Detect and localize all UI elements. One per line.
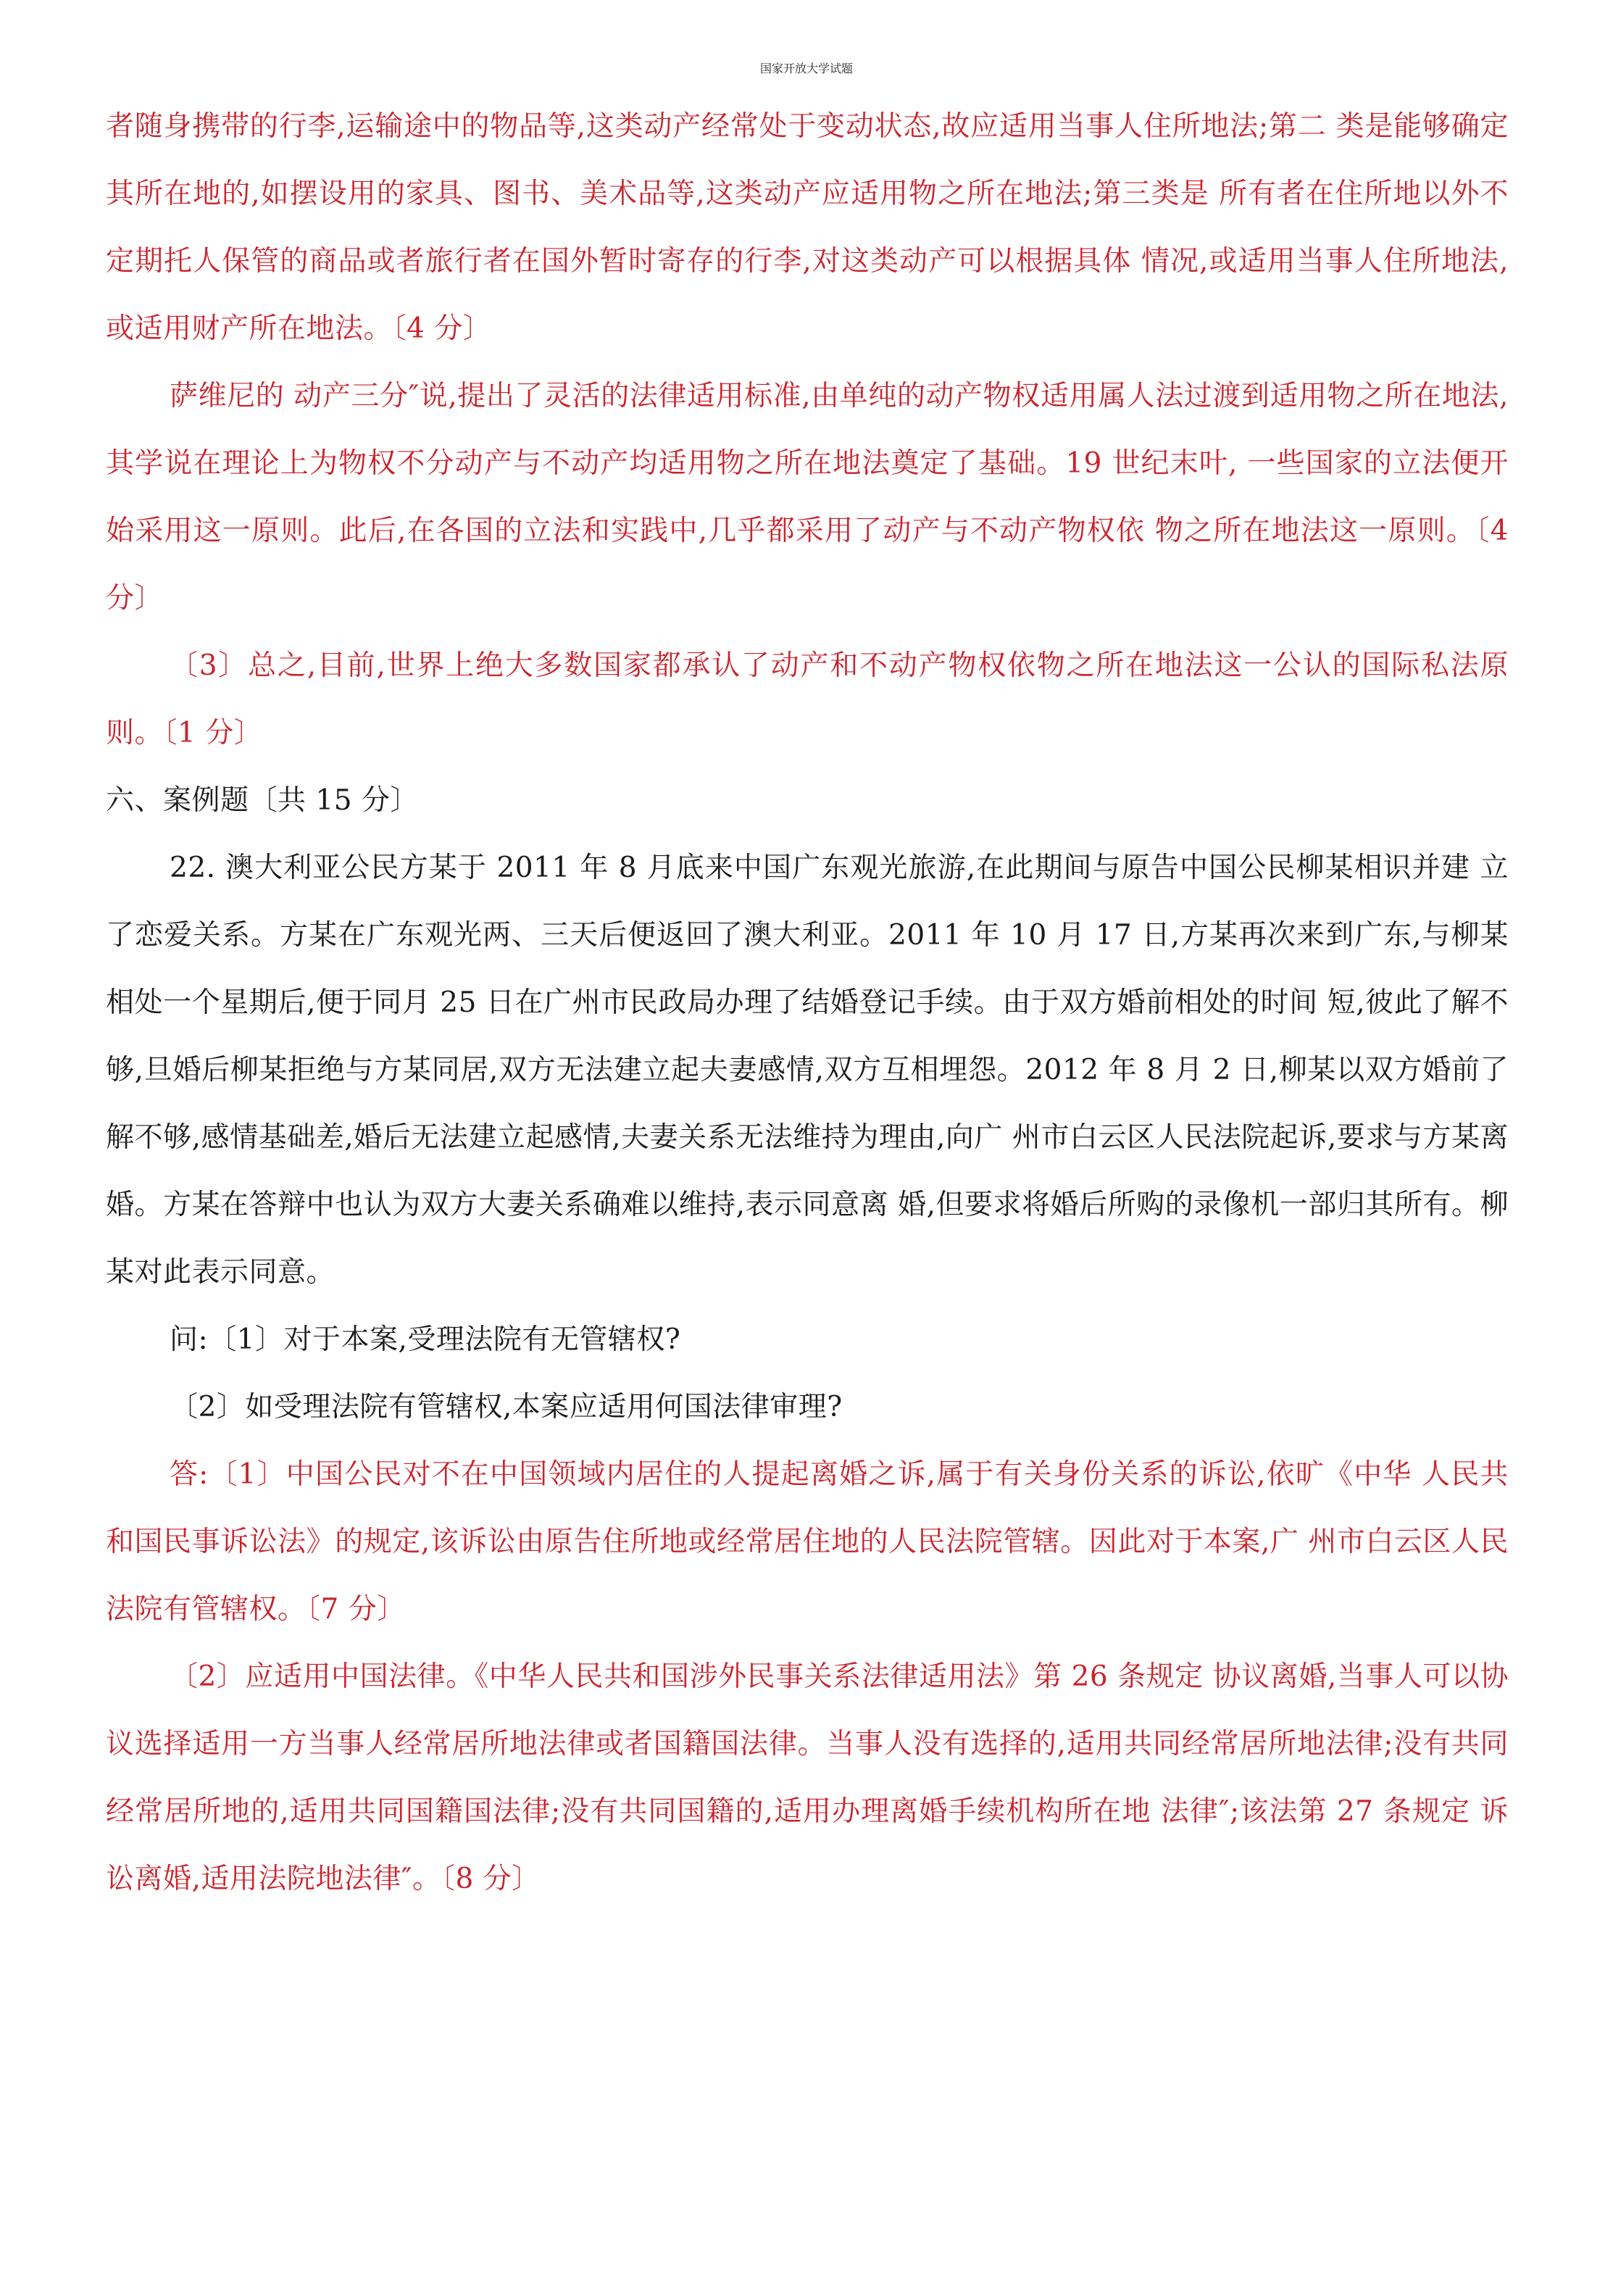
answer-paragraph-movables-classification: 者随身携带的行李,运输途中的物品等,这类动产经常处于变动状态,故应适用当事人住所地法;第二 类是能够确定其所在地的,如摆设用的家具、图书、美术品等,这类动产应适用物之所在地法;第三类是 所有者在住所地以外不定期托人保管的商品或者旅行者在国外暂时寄存的行李,对这类动产可以根据具体 情况,或适用当事人住所地法,或适用财产所在地法。〔4 分〕: [106, 110, 1509, 345]
answer-item-2: 〔2〕应适用中国法律。《中华人民共和国涉外民事关系法律适用法》第 26 条规定 协议离婚,当事人可以协议选择适用一方当事人经常居所地法律或者国籍国法律。当事人没有选择的,适用共同经常居所地法律;没有共同经常居所地的,适用共同国籍国法律;没有共同国籍的,适用办理离婚手续机构所在地 法律″;该法第 27 条规定 诉讼离婚,适用法院地法律″。〔8 分〕: [106, 1660, 1509, 1895]
question-item-1: 问:〔1〕对于本案,受理法院有无管辖权?: [170, 1323, 681, 1356]
question-item-2: 〔2〕如受理法院有管辖权,本案应适用何国法律审理?: [170, 1391, 843, 1423]
case-question-22: 22. 澳大利亚公民方某于 2011 年 8 月底来中国广东观光旅游,在此期间与原告中国公民柳某相识并建 立了恋爱关系。方某在广东观光两、三天后便返回了澳大利亚。2011 年 10 月 17 日,方某再次来到广东,与柳某相处一个星期后,便于同月 25 日在广州市民政局办理了结婚登记手续。由于双方婚前相处的时间 短,彼此了解不够,旦婚后柳某拒绝与方某同居,双方无法建立起夫妻感情,双方互相埋怨。2012 年 8 月 2 日,柳某以双方婚前了解不够,感情基础差,婚后无法建立起感情,夫妻关系无法维持为理由,向广 州市白云区人民法院起诉,要求与方某离婚。方某在答辩中也认为双方大妻关系确难以维持,表示同意离 婚,但要求将婚后所购的录像机一部归其所有。柳某对此表示同意。: [106, 852, 1509, 1289]
answer-paragraph-savigny: 萨维尼的 动产三分″说,提出了灵活的法律适用标准,由单纯的动产物权适用属人法过渡到适用物之所在地法,其学说在理论上为物权不分动产与不动产均适用物之所在地法奠定了基础。19 世纪末叶, 一些国家的立法便开始采用这一原则。此后,在各国的立法和实践中,几乎都采用了动产与不动产物权依 物之所在地法这一原则。〔4 分〕: [106, 380, 1509, 615]
document-body: [106, 93, 1509, 1913]
answer-paragraph-conclusion: 〔3〕总之,目前,世界上绝大多数国家都承认了动产和不动产物权依物之所在地法这一公认的国际私法原则。〔1 分〕: [106, 649, 1509, 749]
page-header: 国家开放大学试题: [759, 62, 853, 75]
section-heading-case-study: 六、案例题〔共 15 分〕: [106, 784, 419, 817]
answer-item-1: 答:〔1〕中国公民对不在中国领域内居住的人提起离婚之诉,属于有关身份关系的诉讼,依旷《中华 人民共和国民事诉讼法》的规定,该诉讼由原告住所地或经常居住地的人民法院管辖。因此对于本案,广 州市白云区人民法院有管辖权。〔7 分〕: [106, 1458, 1509, 1626]
